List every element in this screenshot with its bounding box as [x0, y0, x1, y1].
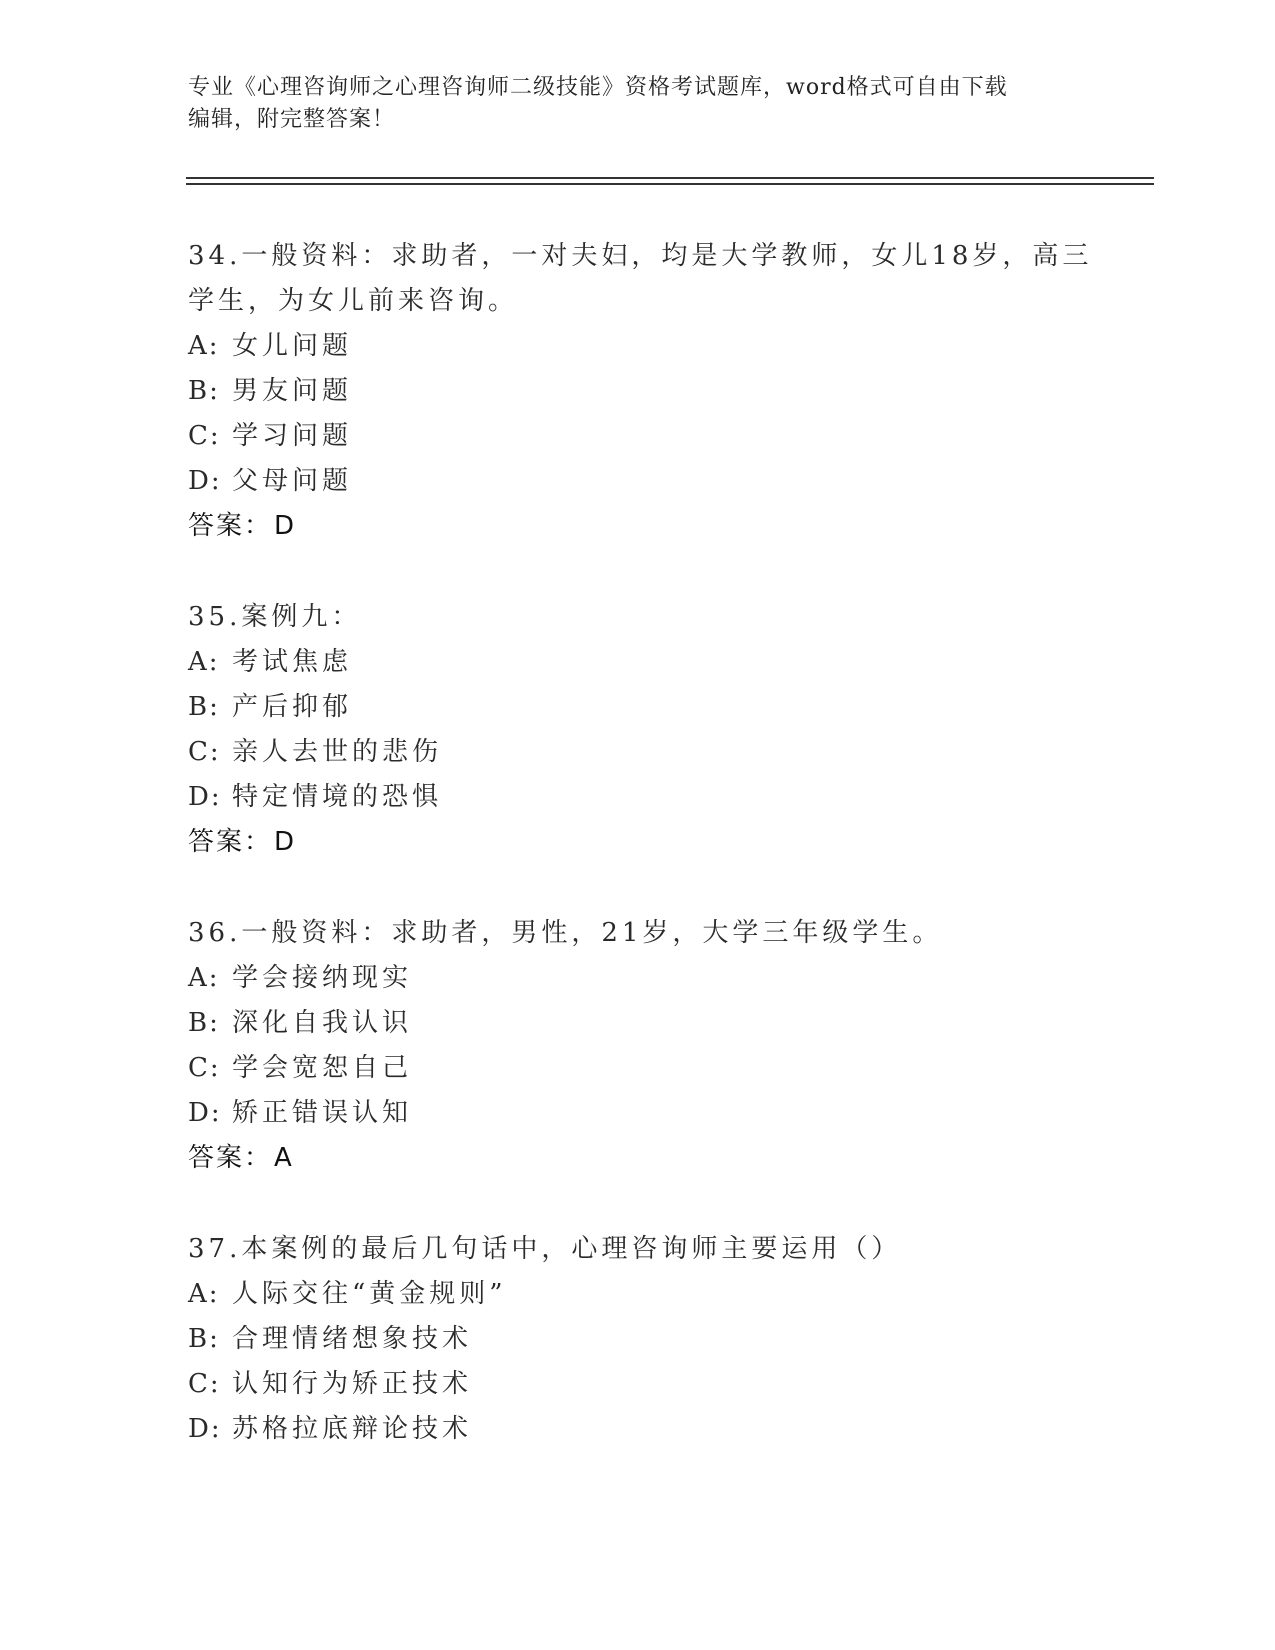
question-stem: [188, 234, 1093, 324]
option-key: D:: [188, 1098, 222, 1128]
answer-line: [188, 820, 1088, 865]
option-a: [188, 640, 1088, 685]
option-key: D:: [188, 466, 222, 496]
option-key: A:: [188, 963, 220, 993]
question-34: [188, 234, 1093, 549]
answer-line: [188, 504, 1088, 549]
option-text: 特定情境的恐惧: [232, 782, 443, 812]
option-d: [188, 1091, 1088, 1136]
option-c: [188, 414, 1088, 459]
question-36: [188, 911, 1088, 1181]
answer-label: 答案：: [188, 1143, 273, 1173]
question-37: [188, 1227, 1088, 1452]
header-divider-bottom: [186, 183, 1154, 185]
option-text: 合理情绪想象技术: [232, 1324, 473, 1354]
option-a: [188, 324, 1088, 369]
answer-value: A: [274, 1143, 294, 1173]
option-text: 深化自我认识: [232, 1008, 413, 1038]
option-key: A:: [188, 331, 220, 361]
stem-line: 37.本案例的最后几句话中，心理咨询师主要运用（）: [188, 1234, 902, 1264]
option-text: 矫正错误认知: [232, 1098, 413, 1128]
option-key: C:: [188, 1053, 221, 1083]
option-text: 男友问题: [232, 376, 353, 406]
option-key: C:: [188, 421, 221, 451]
option-text: 人际交往“黄金规则”: [232, 1279, 507, 1309]
option-a: [188, 956, 1088, 1001]
option-b: [188, 1317, 1088, 1362]
option-key: D:: [188, 1414, 222, 1444]
stem-line: 34.一般资料：求助者，一对夫妇，均是大学教师，女儿18岁，高三: [188, 241, 1093, 271]
option-a: [188, 1272, 1088, 1317]
option-text: 苏格拉底辩论技术: [232, 1414, 473, 1444]
option-key: B:: [188, 692, 220, 722]
option-text: 学会宽恕自己: [232, 1053, 413, 1083]
option-d: [188, 459, 1088, 504]
header-line-1: 专业《心理咨询师之心理咨询师二级技能》资格考试题库，word格式可自由下载: [188, 75, 1008, 100]
answer-line: [188, 1136, 1088, 1181]
option-key: D:: [188, 782, 222, 812]
option-text: 考试焦虑: [232, 647, 353, 677]
option-key: B:: [188, 1008, 220, 1038]
option-key: A:: [188, 1279, 220, 1309]
document-header: [188, 72, 1088, 136]
option-key: B:: [188, 376, 220, 406]
option-d: [188, 1407, 1088, 1452]
option-text: 产后抑郁: [232, 692, 353, 722]
question-stem: [188, 1227, 1088, 1272]
header-divider-top: [186, 177, 1154, 179]
answer-value: D: [274, 511, 297, 541]
option-c: [188, 1046, 1088, 1091]
option-b: [188, 1001, 1088, 1046]
stem-line: 36.一般资料：求助者，男性，21岁，大学三年级学生。: [188, 918, 943, 948]
option-key: A:: [188, 647, 220, 677]
answer-label: 答案：: [188, 511, 273, 541]
question-stem: [188, 595, 1088, 640]
answer-label: 答案：: [188, 827, 273, 857]
option-text: 女儿问题: [232, 331, 353, 361]
option-text: 学习问题: [232, 421, 353, 451]
answer-value: D: [274, 827, 297, 857]
option-d: [188, 775, 1088, 820]
option-key: C:: [188, 1369, 221, 1399]
option-b: [188, 369, 1088, 414]
option-text: 父母问题: [232, 466, 353, 496]
option-text: 学会接纳现实: [232, 963, 413, 993]
header-line-2: 编辑，附完整答案！: [188, 107, 396, 132]
option-b: [188, 685, 1088, 730]
option-text: 认知行为矫正技术: [232, 1369, 473, 1399]
question-list: [188, 234, 1093, 1452]
option-text: 亲人去世的悲伤: [232, 737, 443, 767]
option-c: [188, 730, 1088, 775]
option-key: B:: [188, 1324, 220, 1354]
option-key: C:: [188, 737, 221, 767]
stem-line: 35.案例九：: [188, 602, 362, 632]
question-stem: [188, 911, 1088, 956]
stem-line: 学生，为女儿前来咨询。: [188, 286, 519, 316]
option-c: [188, 1362, 1088, 1407]
question-35: [188, 595, 1088, 865]
